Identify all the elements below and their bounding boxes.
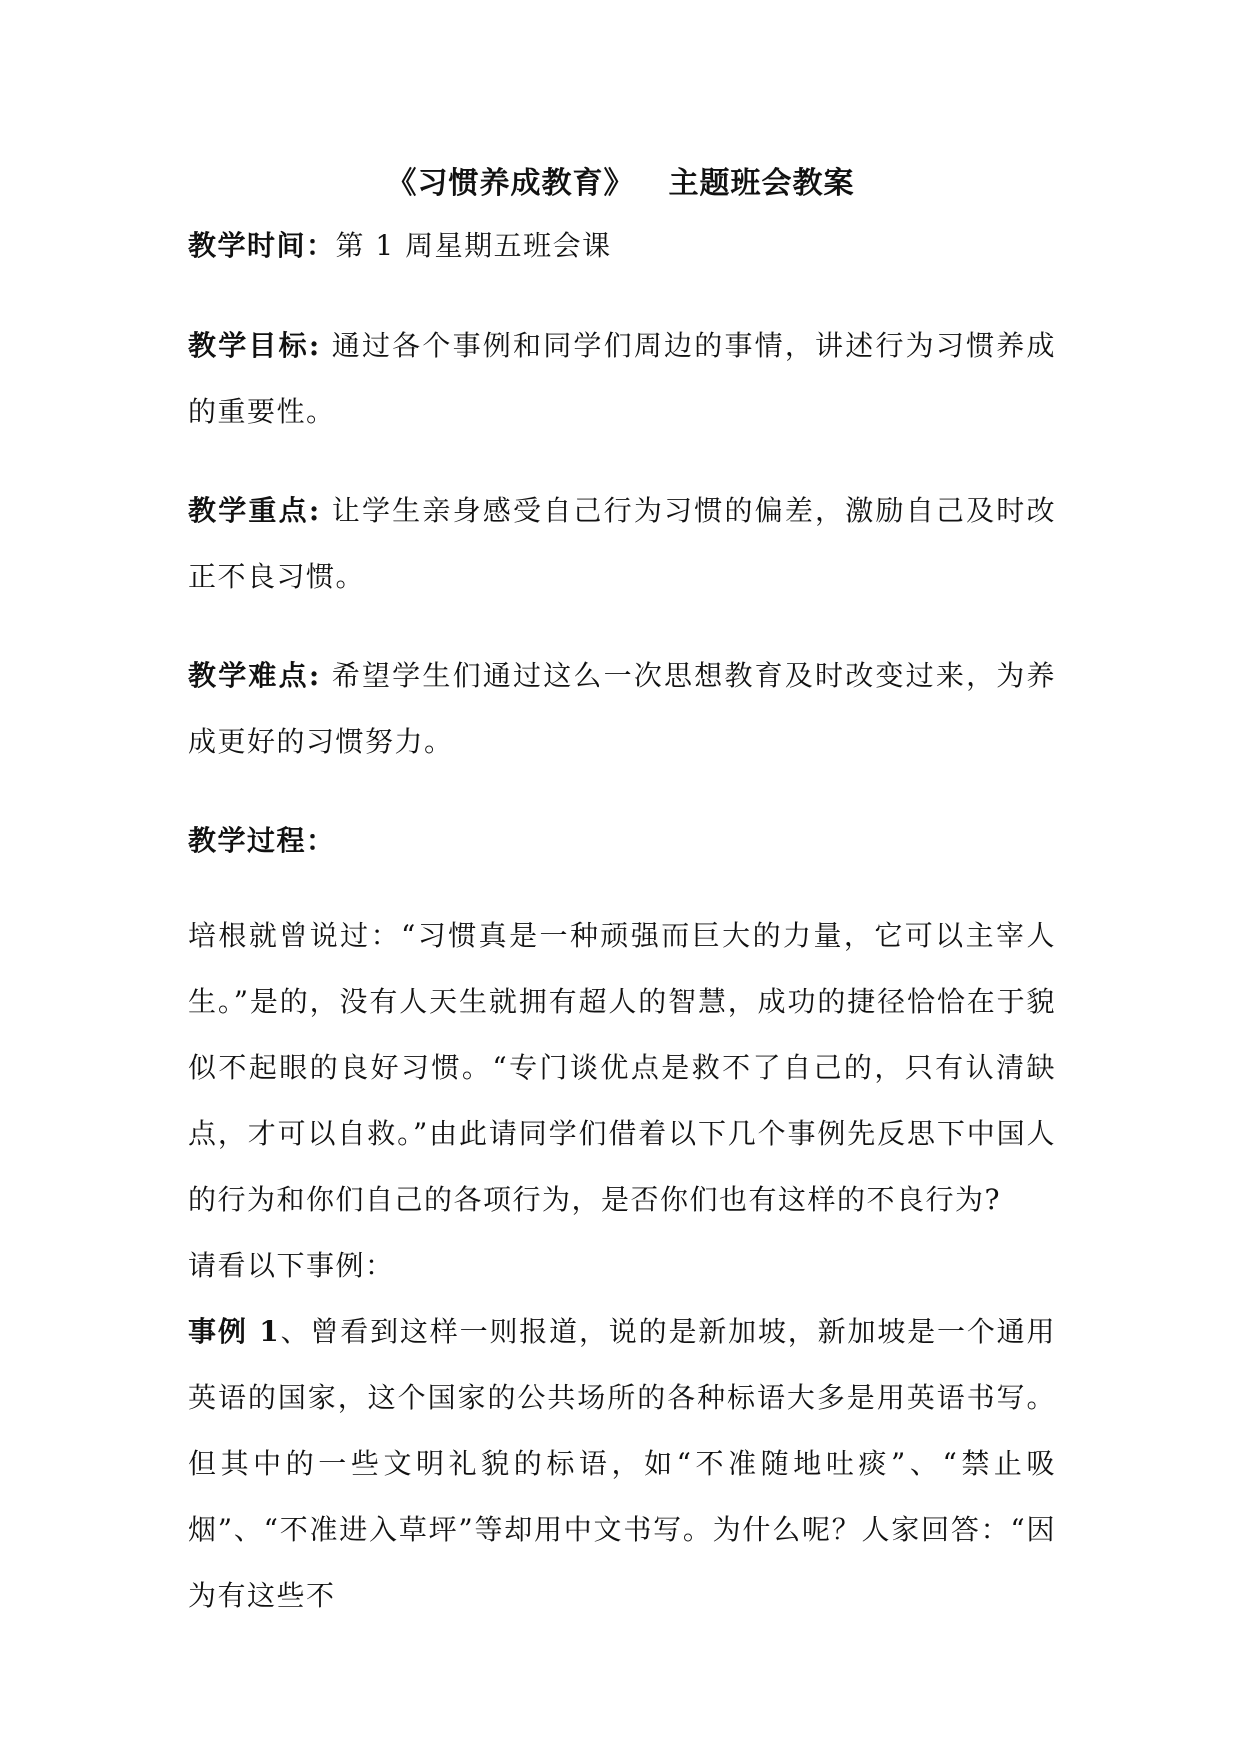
teaching-goal-label: 教学目标 [188,329,309,362]
examples-intro-line: 请看以下事例： [188,1249,395,1282]
title-book-name: 《习惯养成教育》 [386,166,635,201]
teaching-key-point-text: 让学生亲身感受自己行为习惯的偏差，激励自己及时改正不良习惯。 [188,494,1056,593]
intro-paragraph: 培根就曾说过：“习惯真是一种顽强而巨大的力量，它可以主宰人生。”是的，没有人天生就拥有超人的智慧，成功的捷径恰恰在于貌似不起眼的良好习惯。“专门谈优点是救不了自己的，只有认清缺点，才可以自救。”由此请同学们借着以下几个事例先反思下中国人的行为和你们自己的各项行为，是否你们也有这样的不良行为? [188,919,1056,1216]
teaching-time-text: 第 1 周星期五班会课 [335,229,612,262]
teaching-time-label: 教学时间 [188,229,307,262]
teaching-key-point-label: 教学重点 [188,494,309,527]
teaching-goal-paragraph [188,313,1056,445]
teaching-goal-separator: : [308,329,321,362]
teaching-key-point-paragraph [188,478,1056,610]
teaching-time-paragraph [188,213,1056,279]
example-1-label: 事例 1 [188,1315,281,1348]
teaching-time-separator: ： [306,229,336,262]
example-1-paragraph [188,1299,1056,1629]
teaching-process-separator: ： [306,824,336,857]
teaching-key-point-separator: : [308,494,321,527]
teaching-difficulty-paragraph [188,643,1056,775]
teaching-goal-text: 通过各个事例和同学们周边的事情，讲述行为习惯养成的重要性。 [188,329,1056,428]
document-title [0,163,1241,205]
teaching-process-heading [188,808,1056,874]
teaching-difficulty-separator: : [308,659,321,692]
teaching-difficulty-text: 希望学生们通过这么一次思想教育及时改变过来，为养成更好的习惯努力。 [188,659,1056,758]
teaching-process-label: 教学过程 [188,824,307,857]
teaching-difficulty-label: 教学难点 [188,659,309,692]
title-subtitle: 主题班会教案 [668,166,855,201]
example-1-text: 、曾看到这样一则报道，说的是新加坡，新加坡是一个通用英语的国家，这个国家的公共场所的各种标语大多是用英语书写。但其中的一些文明礼貌的标语，如“不准随地吐痰”、“禁止吸烟”、“不准进入草坪”等却用中文书写。为什么呢？人家回答：“因为有这些不 [188,1315,1056,1612]
